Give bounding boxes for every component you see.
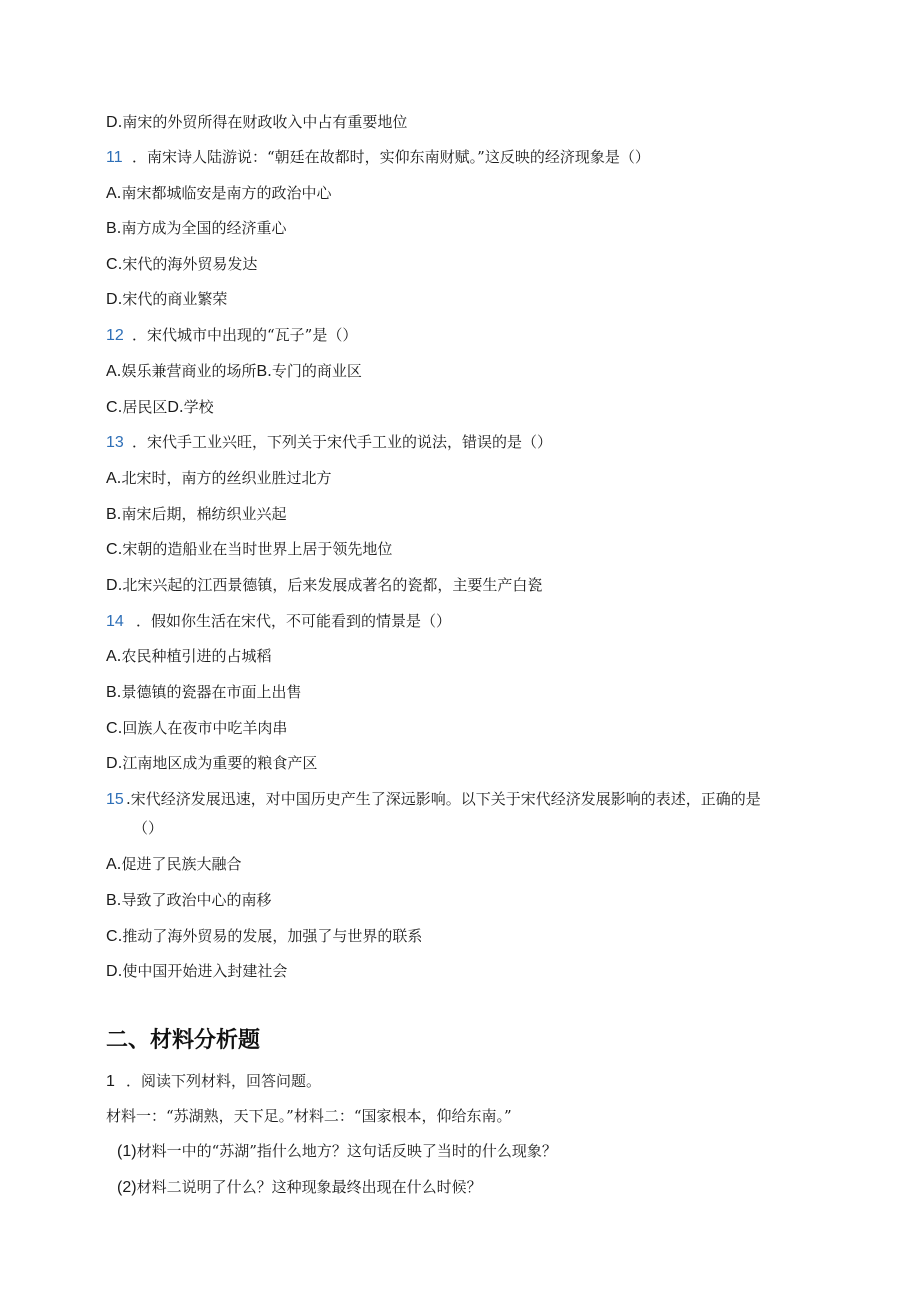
option-text: .学校	[178, 398, 214, 416]
option-text: .南宋后期，棉纺织业兴起	[116, 505, 287, 523]
material-question-stem	[106, 1071, 321, 1092]
question-number: 13	[106, 434, 124, 451]
option-letter: C	[106, 399, 118, 416]
option-letter: D	[106, 577, 118, 594]
q12-options-ab	[106, 361, 362, 382]
q15-stem	[106, 789, 761, 810]
q14-option-c	[106, 718, 287, 739]
material-text: 材料一：“苏湖熟，天下足。”材料二：“国家根本，仰给东南。”	[106, 1107, 512, 1125]
question-stem: ．假如你生活在宋代，不可能看到的情景是（）	[136, 612, 452, 630]
sub-question-1	[117, 1141, 557, 1162]
q11-option-c	[106, 254, 257, 275]
sub-question-text: 材料一中的“苏湖”指什么地方？这句话反映了当时的什么现象？	[136, 1142, 557, 1160]
question-stem: ．南宋诗人陆游说：“朝廷在故都时，实仰东南财赋。”这反映的经济现象是（）	[132, 148, 650, 166]
option-text: .北宋时，南方的丝织业胜过北方	[116, 469, 332, 487]
option-letter: D	[106, 963, 118, 980]
option-letter: D	[167, 399, 179, 416]
option-text: .南宋都城临安是南方的政治中心	[116, 184, 332, 202]
q12-stem	[106, 325, 357, 346]
sub-question-text: 材料二说明了什么？这种现象最终出现在什么时候？	[136, 1178, 482, 1196]
option-letter: B	[106, 892, 117, 909]
question-stem: ．宋代城市中出现的“瓦子”是（）	[132, 326, 358, 344]
question-number: 12	[106, 327, 124, 344]
q14-stem	[106, 611, 451, 632]
option-text: .南宋的外贸所得在财政收入中占有重要地位	[117, 113, 408, 131]
option-text: .宋朝的造船业在当时世界上居于领先地位	[117, 540, 393, 558]
option-letter: C	[106, 720, 118, 737]
option-letter: A	[106, 856, 117, 873]
option-text: .景德镇的瓷器在市面上出售	[116, 683, 302, 701]
option-text: .南方成为全国的经济重心	[116, 219, 287, 237]
q14-option-b	[106, 682, 301, 703]
question-stem: .宋代经济发展迅速，对中国历史产生了深远影响。以下关于宋代经济发展影响的表述，正确的是	[126, 790, 761, 808]
q10-option-d	[106, 112, 407, 133]
option-letter: B	[106, 506, 117, 523]
option-text: .娱乐兼营商业的场所	[116, 362, 257, 380]
option-letter: B	[106, 220, 117, 237]
question-number: 14	[106, 613, 124, 630]
q13-option-c	[106, 539, 392, 560]
q11-option-b	[106, 218, 286, 239]
option-text: .使中国开始进入封建社会	[117, 962, 288, 980]
option-letter: B	[106, 684, 117, 701]
q11-option-d	[106, 289, 227, 310]
q13-option-b	[106, 504, 286, 525]
option-letter: C	[106, 256, 118, 273]
option-text: .居民区	[117, 398, 168, 416]
sub-question-2	[117, 1177, 482, 1198]
option-letter: D	[106, 755, 118, 772]
q15-stem-continued: （）	[133, 819, 164, 837]
option-text: .促进了民族大融合	[116, 855, 242, 873]
option-letter: A	[106, 185, 117, 202]
option-text: .宋代的商业繁荣	[117, 290, 228, 308]
q15-option-d	[106, 961, 287, 982]
question-stem: ．阅读下列材料，回答问题。	[126, 1072, 322, 1090]
question-number: 15	[106, 791, 124, 808]
question-stem: ．宋代手工业兴旺，下列关于宋代手工业的说法，错误的是（）	[132, 433, 553, 451]
option-text: .农民种植引进的占城稻	[116, 647, 272, 665]
q15-option-b	[106, 890, 271, 911]
q13-option-d	[106, 575, 542, 596]
option-letter: A	[106, 470, 117, 487]
q12-options-cd	[106, 397, 214, 418]
option-text: .宋代的海外贸易发达	[117, 255, 258, 273]
option-text: .江南地区成为重要的粮食产区	[117, 754, 318, 772]
q13-option-a	[106, 468, 331, 489]
option-letter: C	[106, 928, 118, 945]
q13-stem	[106, 432, 552, 453]
option-text: .回族人在夜市中吃羊肉串	[117, 719, 288, 737]
option-letter: B	[256, 363, 268, 380]
option-text: .北宋兴起的江西景德镇，后来发展成著名的瓷都，主要生产白瓷	[117, 576, 543, 594]
question-number: 1	[106, 1073, 115, 1090]
sub-question-number: (2)	[117, 1179, 137, 1196]
q14-option-d	[106, 753, 317, 774]
q15-option-c	[106, 926, 422, 947]
q11-option-a	[106, 183, 331, 204]
q11-stem	[106, 147, 650, 168]
option-text: .导致了政治中心的南移	[116, 891, 272, 909]
q15-option-a	[106, 854, 241, 875]
section-title: 二、材料分析题	[106, 1028, 261, 1053]
option-letter: A	[106, 648, 117, 665]
question-number: 11	[106, 149, 123, 166]
option-text: .专门的商业区	[267, 362, 362, 380]
option-letter: D	[106, 114, 118, 131]
option-letter: D	[106, 291, 118, 308]
option-text: .推动了海外贸易的发展，加强了与世界的联系	[117, 927, 423, 945]
option-letter: A	[106, 363, 117, 380]
sub-question-number: (1)	[117, 1143, 137, 1160]
option-letter: C	[106, 541, 118, 558]
q14-option-a	[106, 646, 271, 667]
